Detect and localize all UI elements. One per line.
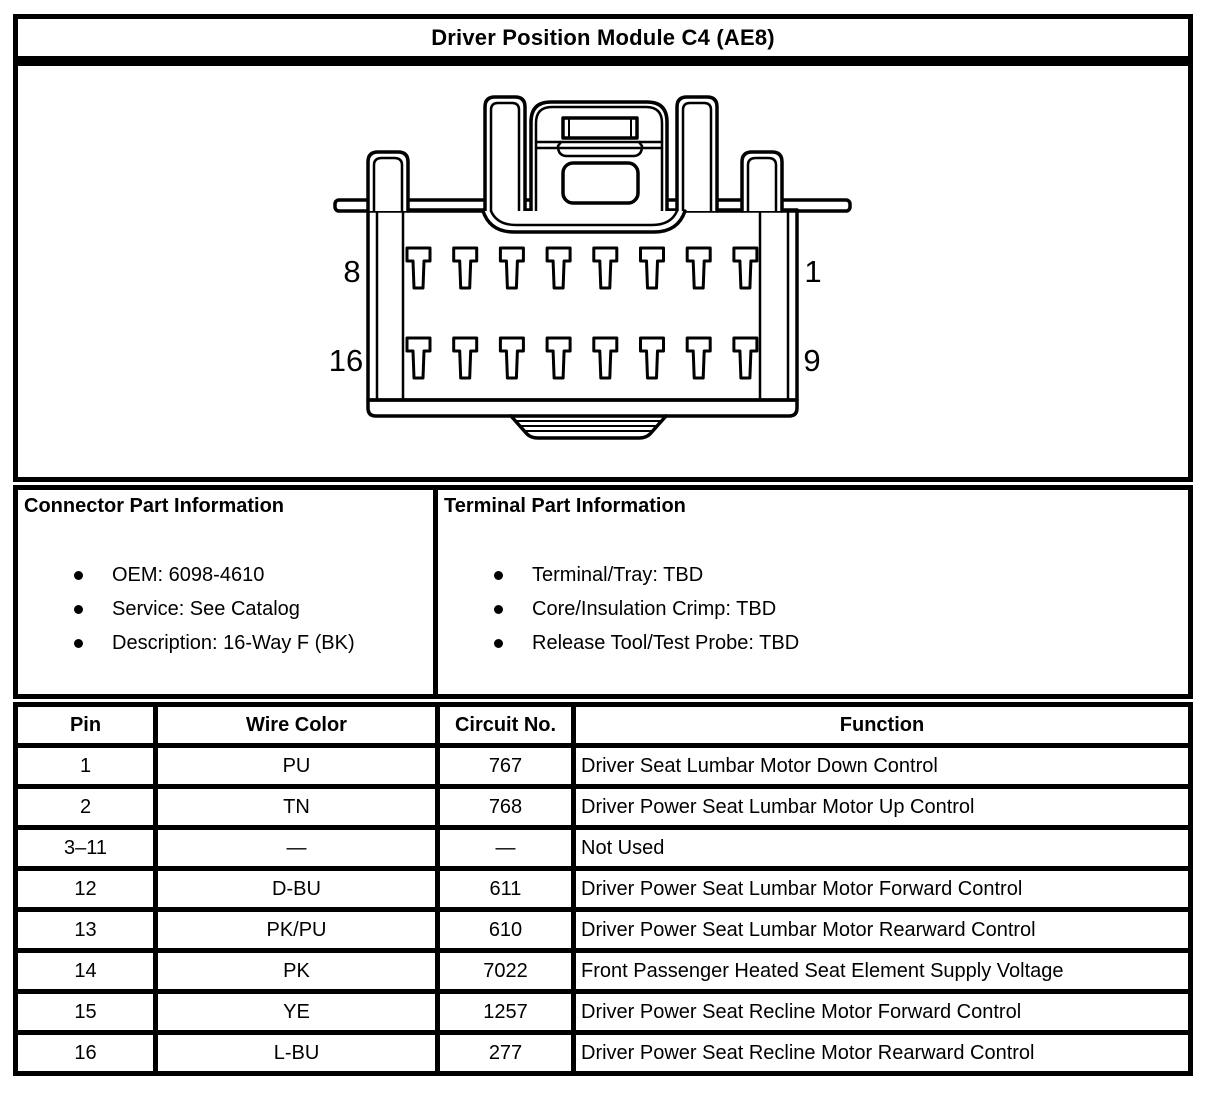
list-item-text: Description: 16-Way F (BK) xyxy=(112,631,355,654)
function-cell: Driver Power Seat Recline Motor Rearward Control xyxy=(574,1033,1191,1074)
pin-cell: 13 xyxy=(16,910,156,951)
wire-cell: — xyxy=(156,828,438,869)
pin-label-8: 8 xyxy=(343,254,361,289)
function-cell: Driver Power Seat Lumbar Motor Rearward Control xyxy=(574,910,1191,951)
function-cell: Driver Power Seat Lumbar Motor Up Control xyxy=(574,787,1191,828)
terminal-info-list xyxy=(444,558,1182,660)
list-item xyxy=(444,626,1182,660)
bullet-icon xyxy=(74,605,83,614)
connector-diagram xyxy=(325,90,870,460)
page-title-box xyxy=(13,14,1193,61)
pin-cell: 1 xyxy=(16,746,156,787)
circuit-cell: 610 xyxy=(438,910,574,951)
function-cell: Driver Seat Lumbar Motor Down Control xyxy=(574,746,1191,787)
list-item-text: Core/Insulation Crimp: TBD xyxy=(532,597,777,620)
table-row xyxy=(16,746,1191,787)
pin-cell: 16 xyxy=(16,1033,156,1074)
list-item-text: Terminal/Tray: TBD xyxy=(532,563,704,586)
bullet-icon xyxy=(494,571,503,580)
connector-figure-box xyxy=(13,61,1193,482)
circuit-cell: 1257 xyxy=(438,992,574,1033)
table-row xyxy=(16,1033,1191,1074)
table-row xyxy=(16,869,1191,910)
circuit-cell: 767 xyxy=(438,746,574,787)
pin-cell: 3–11 xyxy=(16,828,156,869)
table-row xyxy=(16,828,1191,869)
connector-housing xyxy=(368,210,797,400)
wire-cell: D-BU xyxy=(156,869,438,910)
col-header-circuit: Circuit No. xyxy=(438,705,574,746)
list-item xyxy=(444,558,1182,592)
circuit-cell: — xyxy=(438,828,574,869)
circuit-cell: 7022 xyxy=(438,951,574,992)
list-item-text: Service: See Catalog xyxy=(112,597,300,620)
col-header-pin: Pin xyxy=(16,705,156,746)
col-header-function: Function xyxy=(574,705,1191,746)
pin-cell: 12 xyxy=(16,869,156,910)
wire-cell: PK xyxy=(156,951,438,992)
list-item-text: OEM: 6098-4610 xyxy=(112,563,265,586)
bullet-icon xyxy=(494,605,503,614)
saddle xyxy=(483,211,685,232)
circuit-cell: 277 xyxy=(438,1033,574,1074)
function-cell: Front Passenger Heated Seat Element Supply Voltage xyxy=(574,951,1191,992)
table-header-row xyxy=(16,705,1191,746)
bullet-icon xyxy=(74,571,83,580)
wire-cell: YE xyxy=(156,992,438,1033)
circuit-cell: 768 xyxy=(438,787,574,828)
wire-cell: TN xyxy=(156,787,438,828)
list-item-text: Release Tool/Test Probe: TBD xyxy=(532,631,800,654)
circuit-cell: 611 xyxy=(438,869,574,910)
wire-cell: PU xyxy=(156,746,438,787)
bullet-icon xyxy=(494,639,503,648)
pin-cell: 14 xyxy=(16,951,156,992)
wire-cell: PK/PU xyxy=(156,910,438,951)
part-information-row xyxy=(13,485,1193,699)
table-row xyxy=(16,951,1191,992)
page-title: Driver Position Module C4 (AE8) xyxy=(431,24,775,50)
connector-info-list xyxy=(24,558,427,660)
list-item xyxy=(24,558,427,592)
pin-label-16: 16 xyxy=(328,343,364,378)
pinout-table xyxy=(13,702,1193,1076)
section-heading: Terminal Part Information xyxy=(444,495,686,517)
terminal-part-information xyxy=(438,490,1188,694)
terminal-cavities xyxy=(407,248,757,378)
function-cell: Not Used xyxy=(574,828,1191,869)
pin-label-9: 9 xyxy=(803,343,821,378)
section-heading: Connector Part Information xyxy=(24,495,285,517)
bullet-icon xyxy=(74,639,83,648)
list-item xyxy=(24,626,427,660)
list-item xyxy=(444,592,1182,626)
wire-cell: L-BU xyxy=(156,1033,438,1074)
function-cell: Driver Power Seat Lumbar Motor Forward Control xyxy=(574,869,1191,910)
pin-cell: 15 xyxy=(16,992,156,1033)
table-row xyxy=(16,910,1191,951)
connector-part-information xyxy=(18,490,438,694)
function-cell: Driver Power Seat Recline Motor Forward Control xyxy=(574,992,1191,1033)
col-header-wire: Wire Color xyxy=(156,705,438,746)
table-row xyxy=(16,992,1191,1033)
pin-cell: 2 xyxy=(16,787,156,828)
pin-label-1: 1 xyxy=(804,254,822,289)
list-item xyxy=(24,592,427,626)
table-row xyxy=(16,787,1191,828)
connector-sheet xyxy=(13,14,1193,1076)
